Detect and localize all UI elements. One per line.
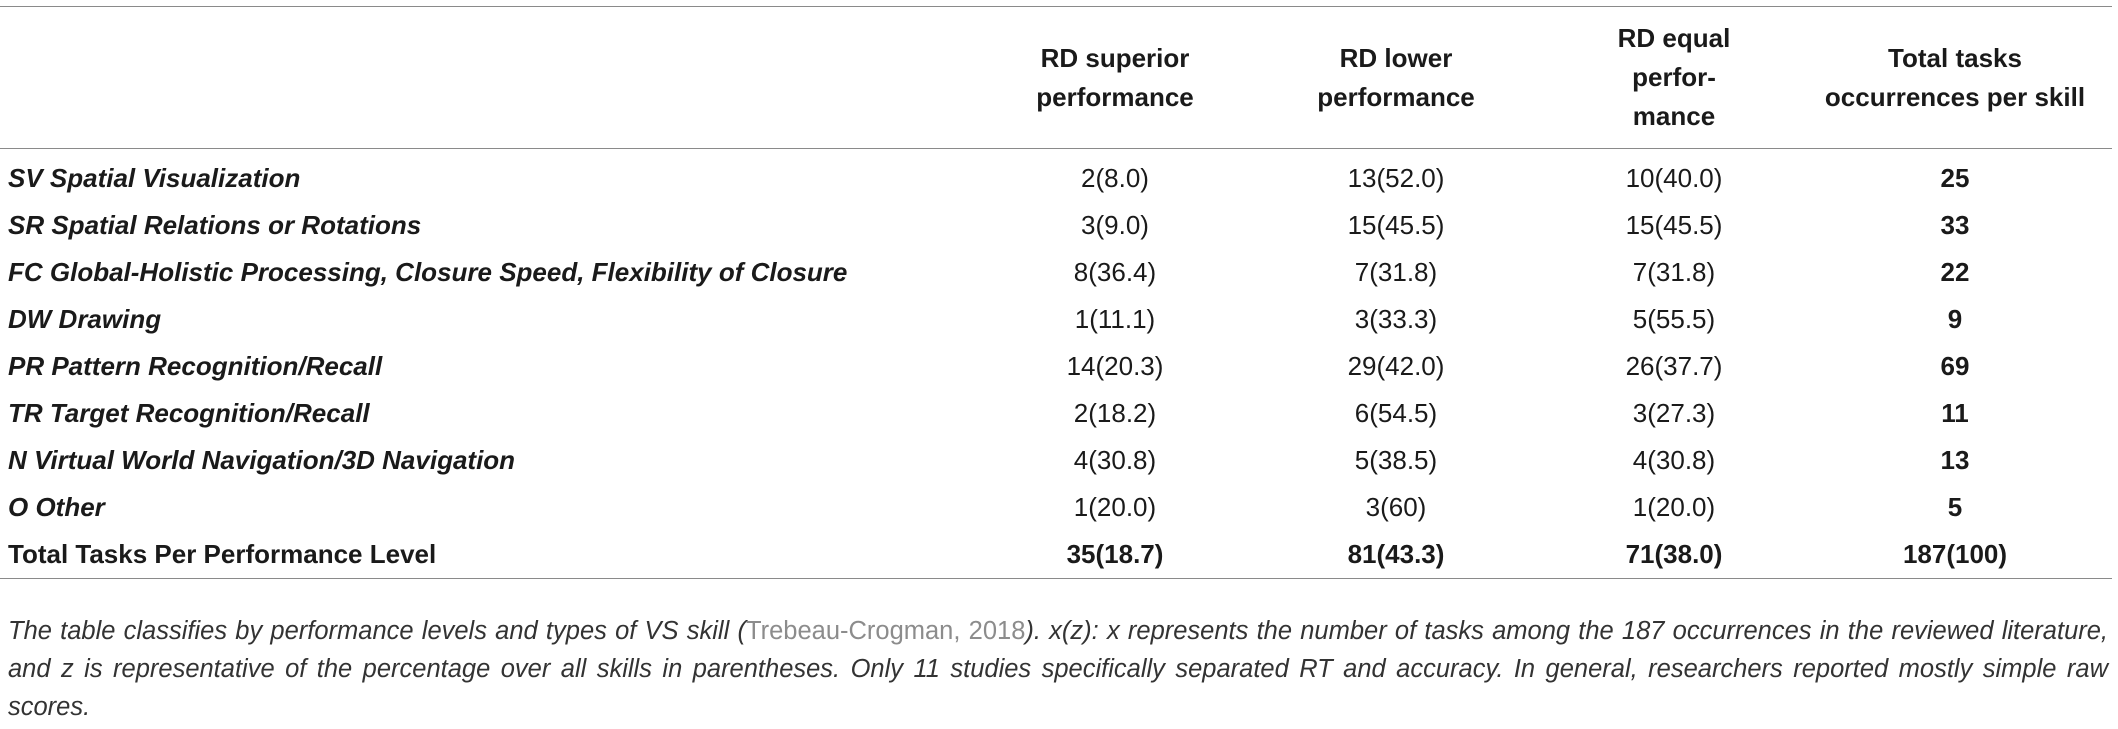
total-cell: 33 <box>1940 210 1970 240</box>
rd-equal-cell: 7(31.8) <box>1632 257 1716 287</box>
header-rd-equal-line: mance <box>1632 101 1716 131</box>
header-rd-equal-line: perfor- <box>1632 62 1716 92</box>
summary-rd-lower-cell: 81(43.3) <box>1347 539 1445 569</box>
header-row <box>0 7 2112 149</box>
footnote-text-after: ). x(z): x represents the number of tasks among the 187 occurrences in the reviewed literature, and z is representative of the percentage over all skills in parentheses. Only 11 studies specifically separated RT and accuracy. In general, researchers reported mostly simple raw scores. <box>8 617 2109 721</box>
summary-row <box>0 531 2112 579</box>
rd-equal-cell: 10(40.0) <box>1625 163 1723 193</box>
rd-superior-cell: 14(20.3) <box>1066 351 1164 381</box>
table-row <box>0 390 2112 437</box>
rd-lower-cell: 13(52.0) <box>1347 163 1445 193</box>
table-row <box>0 296 2112 343</box>
skill-label: SV Spatial Visualization <box>8 163 301 193</box>
rd-superior-cell: 1(20.0) <box>1073 492 1157 522</box>
rd-lower-cell: 3(33.3) <box>1354 304 1438 334</box>
rd-equal-cell: 26(37.7) <box>1625 351 1723 381</box>
rd-superior-cell: 1(11.1) <box>1074 304 1156 334</box>
rd-equal-cell: 1(20.0) <box>1632 492 1716 522</box>
footnote-text-before: The table classifies by performance levels and types of VS skill ( <box>8 617 746 645</box>
header-rd-lower <box>1242 7 1550 149</box>
rd-lower-cell: 29(42.0) <box>1347 351 1445 381</box>
rd-lower-cell: 3(60) <box>1365 492 1427 522</box>
skill-label: N Virtual World Navigation/3D Navigation <box>8 445 516 475</box>
skill-label: O Other <box>8 492 105 522</box>
header-skill <box>0 7 988 149</box>
rd-equal-cell: 3(27.3) <box>1632 398 1716 428</box>
header-rd-superior <box>988 7 1242 149</box>
header-total-line: occurrences per skill <box>1824 81 2086 112</box>
header-rd-equal <box>1550 7 1798 149</box>
skill-label: SR Spatial Relations or Rotations <box>8 210 422 240</box>
summary-skill-label: Total Tasks Per Performance Level <box>8 539 437 569</box>
header-rd-lower-line: RD lower <box>1339 42 1453 73</box>
rd-equal-cell: 5(55.5) <box>1632 304 1716 334</box>
summary-rd-equal-cell: 71(38.0) <box>1625 539 1723 569</box>
table-footnote <box>8 612 2108 726</box>
total-cell: 69 <box>1940 351 1970 381</box>
header-rd-lower-line: performance <box>1317 81 1475 112</box>
summary-total-cell: 187(100) <box>1902 539 2008 569</box>
header-rd-equal-line: RD equal <box>1617 23 1731 53</box>
rd-equal-cell: 15(45.5) <box>1625 210 1723 240</box>
rd-lower-cell: 7(31.8) <box>1354 257 1438 287</box>
table-row <box>0 249 2112 296</box>
rd-lower-cell: 15(45.5) <box>1347 210 1445 240</box>
table-row <box>0 149 2112 203</box>
header-total-line: Total tasks <box>1888 42 2022 73</box>
total-cell: 25 <box>1940 163 1970 193</box>
total-cell: 9 <box>1947 304 1963 334</box>
results-table <box>0 6 2112 579</box>
skill-label: FC Global-Holistic Processing, Closure Speed, Flexibility of Closure <box>8 257 848 287</box>
rd-superior-cell: 8(36.4) <box>1073 257 1157 287</box>
total-cell: 5 <box>1947 492 1963 522</box>
rd-superior-cell: 4(30.8) <box>1073 445 1157 475</box>
skill-label: TR Target Recognition/Recall <box>8 398 370 428</box>
table-row <box>0 202 2112 249</box>
summary-rd-superior-cell: 35(18.7) <box>1066 539 1164 569</box>
total-cell: 13 <box>1940 445 1970 475</box>
table-row <box>0 437 2112 484</box>
header-rd-superior-line: performance <box>1036 81 1194 112</box>
table-body <box>0 149 2112 579</box>
rd-lower-cell: 5(38.5) <box>1354 445 1438 475</box>
header-total <box>1798 7 2112 149</box>
total-cell: 22 <box>1940 257 1970 287</box>
rd-lower-cell: 6(54.5) <box>1354 398 1438 428</box>
rd-superior-cell: 2(8.0) <box>1081 163 1149 193</box>
table-header <box>0 7 2112 149</box>
skill-label: DW Drawing <box>8 304 162 334</box>
skill-label: PR Pattern Recognition/Recall <box>8 351 383 381</box>
rd-superior-cell: 3(9.0) <box>1081 210 1149 240</box>
rd-superior-cell: 2(18.2) <box>1073 398 1157 428</box>
table-row <box>0 343 2112 390</box>
rd-equal-cell: 4(30.8) <box>1632 445 1716 475</box>
citation-link[interactable]: Trebeau-Crogman, 2018 <box>745 617 1026 645</box>
table-row <box>0 484 2112 531</box>
total-cell: 11 <box>1941 398 1969 428</box>
header-rd-superior-line: RD superior <box>1040 42 1190 73</box>
